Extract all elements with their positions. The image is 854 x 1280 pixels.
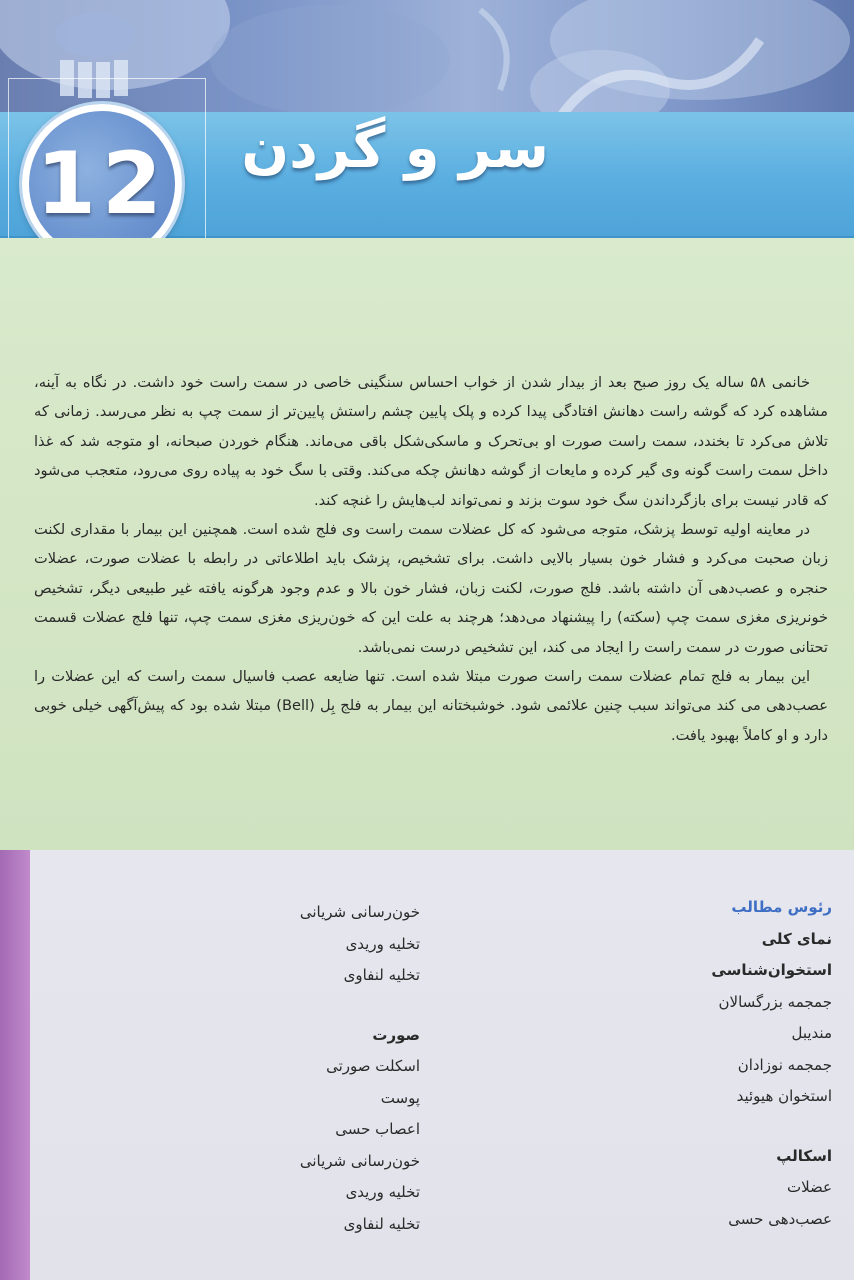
outline-column-right (711, 892, 832, 1235)
outline-item: جمجمه بزرگسالان (718, 992, 832, 1011)
outline-item: تخلیه وریدی (345, 1183, 420, 1201)
outline-item: پوست (380, 1088, 420, 1107)
outline-item: عضلات (786, 1178, 832, 1196)
outline-item: استخوان هیوئید (736, 1087, 832, 1105)
outline-item: خون‌رسانی شریانی (299, 1151, 420, 1170)
case-paragraph: در معاینه اولیه توسط پزشک، متوجه می‌شود که کل عضلات سمت راست وی فلج شده است. همچنین این بیمار با مقداری لکنت زبان صحبت می‌کرد و فشار خون بسیار بالایی داشت. برای تشخیص، پزشک باید اطلاعاتی در رابطه با عضلات صورت، عضلات حنجره و عصب‌دهی آن داشته باشد. فلج صورت، لکنت زبان، فشار خون بالا و عدم وجود هرگونه یافته غیر طبیعی دیگر، تشخیص خونریزی مغزی سمت چپ (سکته) را پیشنهاد می‌دهد؛ هرچند به علت این که خون‌ریزی مغزی سمت چپ، تنها فلج عضلات قسمت تحتانی صورت در سمت راست را ایجاد می کند، این تشخیص درست نمی‌باشد. (34, 521, 828, 656)
outline-item: عصب‌دهی حسی (728, 1209, 832, 1228)
outline-item: تخلیه لنفاوی (343, 966, 420, 984)
case-paragraph: خانمی ۵۸ ساله یک روز صبح بعد از بیدار شدن از خواب احساس سنگینی خاصی در سمت راست خود داشت. در نگاه به آینه، مشاهده کرد که گوشه راست دهانش افتادگی پیدا کرده و پلک پایین چشم راستش پایین‌تر از سمت چپ به نظر می‌رسد. زمانی که تلاش می‌کرد تا بخندد، سمت راست صورت او بی‌تحرک و ماسکی‌شکل باقی می‌ماند. هنگام خوردن صبحانه، او متوجه شد که غذا داخل سمت راست گونه وی گیر کرده و مایعات از گوشه دهانش چکه می‌کند. وقتی با سگ خود به پیاده روی می‌رود، متعجب می‌شود که قادر نیست برای بازگرداندن سگ خود سوت بزند و نمی‌تواند لب‌هایش را غنچه کند. (34, 374, 828, 509)
outline-heading: نمای کلی (761, 929, 832, 948)
case-paragraph: این بیمار به فلج تمام عضلات سمت راست صورت مبتلا شده است. تنها ضایعه عصب فاسیال سمت راست که این عضلات را عصب‌دهی می کند می‌تواند سبب چنین علائمی شود. خوشبختانه این بیمار به فلج بِل (Bell) مبتلا شده بود که پیش‌آگهی خیلی خوبی دارد و او کاملاً بهبود یافت. (34, 668, 829, 744)
outline-item: تخلیه لنفاوی (343, 1214, 420, 1233)
outline-item: اسکلت صورتی (326, 1057, 420, 1075)
outline-item: مندیبل (791, 1024, 832, 1042)
outline-heading: اسکالپ (776, 1146, 832, 1165)
chapter-title: سر و گردن (241, 116, 549, 181)
chapter-number: 12 (36, 134, 168, 234)
outline-spacer (711, 1113, 832, 1141)
outline-item: اعصاب حسی (335, 1120, 420, 1138)
outline-heading: استخوان‌شناسی (711, 961, 832, 979)
case-study-text (34, 368, 828, 750)
side-color-strip (0, 850, 30, 1280)
outline-item: خون‌رسانی شریانی (299, 903, 420, 921)
outline-item: تخلیه وریدی (345, 934, 420, 953)
outline-column-left (300, 897, 420, 1240)
outline-item: جمجمه نوزادان (737, 1055, 832, 1074)
outline-title: رئوس مطالب (731, 898, 832, 916)
outline-heading: صورت (372, 1025, 420, 1044)
outline-spacer (300, 992, 420, 1020)
